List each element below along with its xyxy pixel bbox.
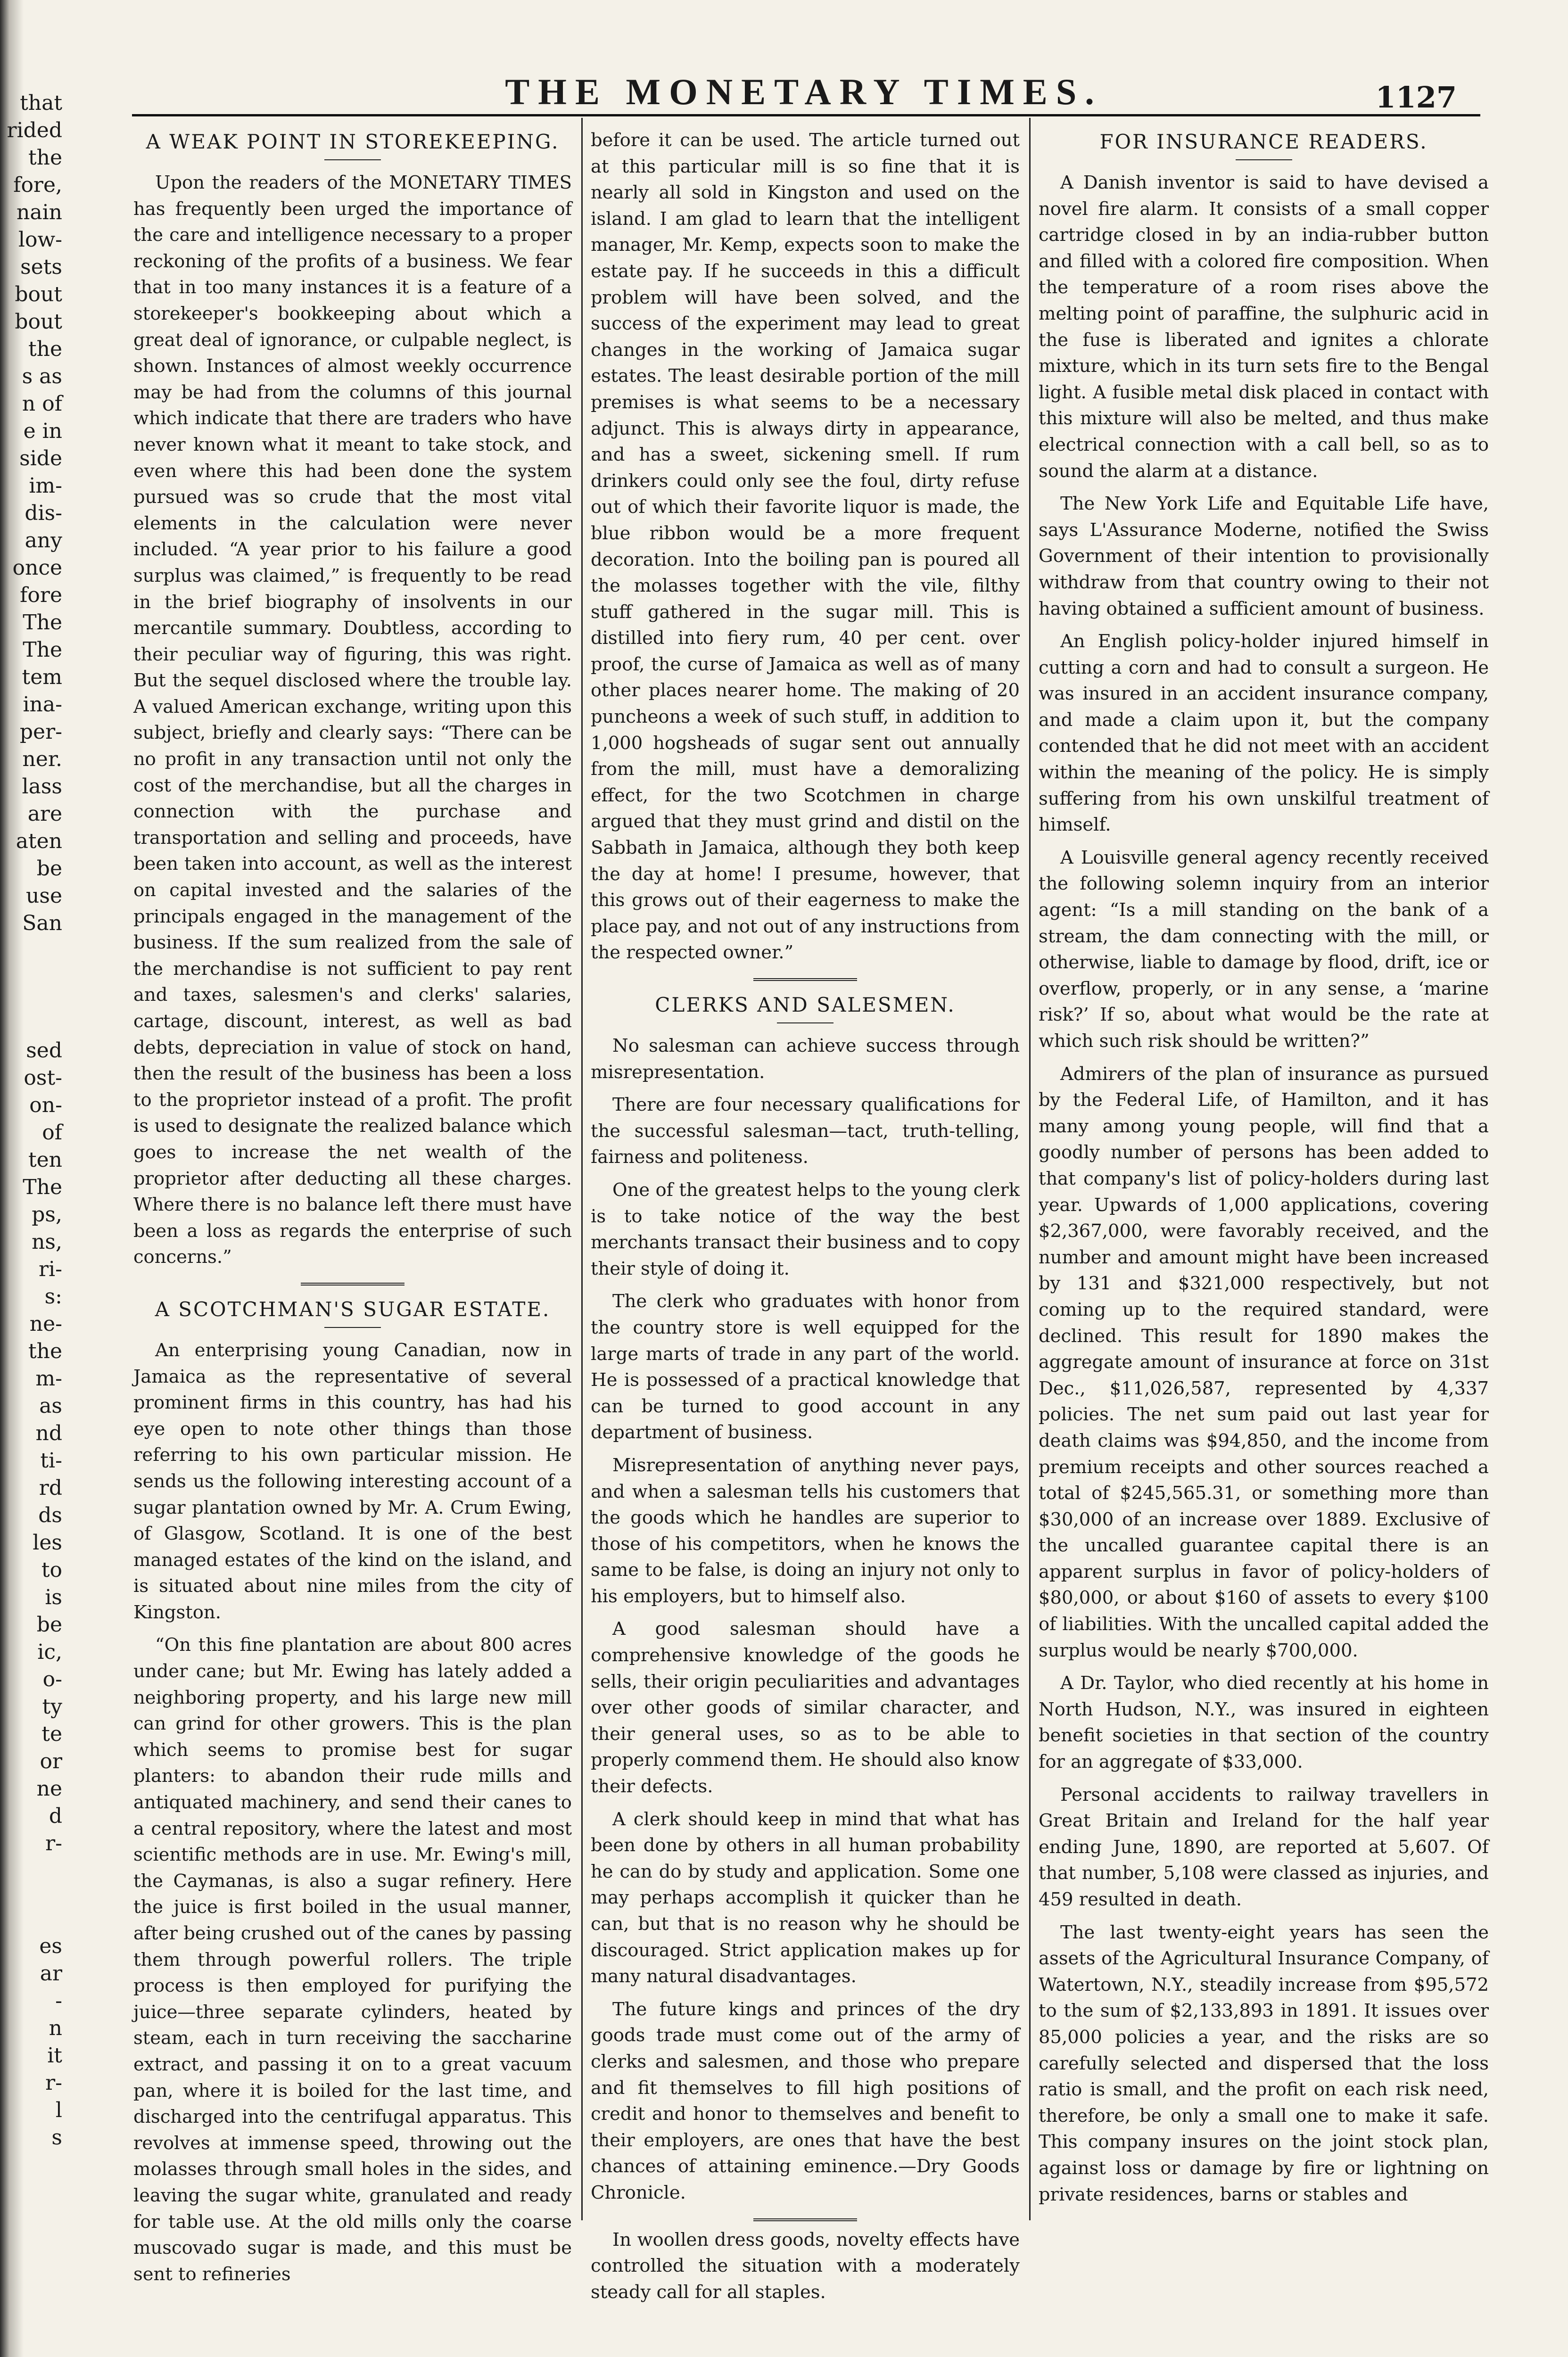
edge-fragment: ti- [40, 1449, 62, 1473]
edge-fragment: s [51, 2126, 62, 2150]
edge-fragment: im- [29, 474, 62, 498]
edge-fragment: the [28, 1339, 62, 1363]
article-paragraph: Misrepresentation of anything never pays, and when a salesman tells his customers that the goods which he handles are superior to those of his competitors, when he knows the same to be false, is doing an injury not only to his employers, but to himself also. [591, 1454, 1020, 1607]
edge-fragment: ner. [22, 747, 62, 771]
edge-fragment: use [26, 884, 62, 908]
edge-fragment: m- [35, 1367, 62, 1391]
edge-fragment: ar [40, 1961, 62, 1986]
article-paragraph: A Dr. Taylor, who died recently at his home in North Hudson, N.Y., was insured in eighteen benefit societies in that section of the country for an aggregate of $33,000. [1039, 1673, 1489, 1773]
article-paragraph: “On this fine plantation are about 800 acres under cane; but Mr. Ewing has lately added a neighboring property, and his large new mill can grind for other growers. This is the plan which seems to promise best for sugar planters: to abandon their rude mills and antiquated machinery, and send their canes to a central repository, where the latest and most scientific methods are in use. Mr. Ewing's mill, the Caymanas, is also a sugar refinery. Here the juice is first boiled in the usual manner, after being crushed out of the canes by passing them through powerful rollers. The triple process is then employed for purifying the juice—three separate cylinders, heated by steam, each in turn receiving the saccharine extract, and passing it on to a great vacuum pan, where it is boiled for the last time, and discharged into the centrifugal apparatus. This revolves at immense speed, throwing out the molasses through small holes in the sides, and leaving the sugar white, granulated and ready for table use. At the old mills only the coarse muscovado sugar is made, and this must be sent to refineries [133, 1634, 572, 2285]
article-heading: FOR INSURANCE READERS. [1099, 130, 1428, 153]
column-1 [133, 127, 572, 2285]
column-2 [591, 127, 1020, 2303]
article-heading: CLERKS AND SALESMEN. [655, 993, 956, 1016]
edge-fragment: s: [44, 1285, 62, 1309]
edge-fragment: sets [20, 255, 62, 279]
edge-fragment: dis- [25, 501, 62, 525]
article-paragraph: A good salesman should have a comprehensive knowledge of the goods he sells, their origin peculiarities and advantages over other goods of similar character, and their general uses, so as to be able to properly commend them. He should also know their defects. [591, 1618, 1020, 1797]
edge-fragment: is [45, 1585, 62, 1609]
article-heading: A WEAK POINT IN STOREKEEPING. [146, 130, 560, 153]
edge-fragment: per- [19, 720, 62, 744]
edge-fragment: r- [45, 1831, 62, 1855]
article-paragraph: before it can be used. The article turned out at this particular mill is so fine that it is nearly all sold in Kingston and used on the island. I am glad to learn that the intelligent manager, Mr. Kemp, expects soon to make the estate pay. If he succeeds in this a difficult problem will have been solved, and the success of the experiment may lead to great changes in the working of Jamaica sugar estates. The least desirable portion of the mill premises is what seems to be a necessary adjunct. This is always dirty in appearance, and has a sweet, sickening smell. If rum drinkers could only see the foul, dirty refuse out of which their favorite liquor is made, the blue ribbon would be a more frequent decoration. Into the boiling pan is poured all the molasses together with the vile, filthy stuff gathered in the sugar mill. This is distilled into fiery rum, 40 per cent. over proof, the curse of Jamaica as well as of many other places nearer home. The making of 20 puncheons a week of such stuff, in addition to 1,000 hogsheads of sugar sent out annually from the mill, must have a demoralizing effect, for the two Scotchmen in charge argued that they must grind and distil on the Sabbath in Jamaica, although they both keep the day at home! I presume, however, that this grows out of their eagerness to make the place pay, and not out of any instructions from the respected owner.” [591, 130, 1020, 964]
column-3 [1039, 127, 1489, 2230]
masthead-rule [132, 114, 1480, 116]
edge-fragment: nd [35, 1421, 62, 1445]
edge-fragment: ds [38, 1503, 62, 1527]
edge-fragment: es [39, 1934, 62, 1958]
page-number: 1127 [1375, 80, 1457, 115]
edge-fragment: that [20, 91, 62, 115]
edge-fragment: or [40, 1749, 62, 1773]
edge-fragment: fore, [13, 173, 62, 197]
edge-fragment: ne [36, 1777, 62, 1801]
edge-fragment: be [36, 857, 62, 881]
column-divider [581, 118, 583, 2220]
edge-fragment: The [23, 1175, 62, 1199]
edge-fragment: sed [26, 1038, 62, 1063]
edge-fragment: nain [17, 200, 62, 224]
article-paragraph: One of the greatest helps to the young clerk is to take notice of the way the best merchants transact their business and to copy their style of doing it. [591, 1179, 1020, 1279]
article-paragraph: The last twenty-eight years has seen the assets of the Agricultural Insurance Company, of Watertown, N.Y., steadily increase from $95,572 to the sum of $2,133,893 in 1891. It issues over 85,000 policies a year, and the risks are so carefully selected and dispersed that the loss ratio is small, and the profit on each risk need, therefore, be only a small one to make it safe. This company insures on the joint stock plan, against loss or damage by fire or lightning on private residences, barns or stables and [1039, 1921, 1489, 2205]
edge-fragment: r- [45, 2071, 62, 2095]
edge-fragment: les [33, 1531, 62, 1555]
edge-fragment: the [28, 337, 62, 361]
heading-rule [324, 159, 381, 160]
edge-fragment: ns, [32, 1230, 62, 1254]
section-separator [753, 978, 857, 982]
edge-fragment: ne- [29, 1312, 62, 1336]
article-paragraph: The future kings and princes of the dry goods trade must come out of the army of clerks and salesmen, and those who prepare and fit themselves to fill high positions of credit and honor to themselves and benefit to their employers, are ones that have the best chances of attaining eminence.—Dry Goods Chronicle. [591, 1998, 1020, 2203]
edge-fragment: San [22, 911, 62, 935]
edge-fragment: any [25, 528, 62, 552]
section-separator [753, 2218, 857, 2222]
edge-fragment: o- [42, 1667, 62, 1691]
edge-fragment: ty [42, 1695, 62, 1719]
section-separator [301, 1283, 404, 1286]
article-heading: A SCOTCHMAN'S SUGAR ESTATE. [155, 1297, 551, 1321]
publication-title: THE MONETARY TIMES. [505, 71, 1103, 112]
edge-fragment: The [23, 610, 62, 635]
article-paragraph: A Louisville general agency recently received the following solemn inquiry from an interior agent: “Is a mill standing on the bank of a stream, the dam connecting with the mill, or otherwise, liable to damage by flood, drift, ice or overflow, properly, or in any sense, a ‘marine risk?’ If so, about what would be the rate at which such risk should be written?” [1039, 847, 1489, 1052]
edge-fragment: ri- [39, 1257, 62, 1281]
article-paragraph: The New York Life and Equitable Life have, says L'Assurance Moderne, notified the Swiss Government of their intention to provisionally withdraw from that country owing to their not having obtained a sufficient amount of business. [1039, 493, 1489, 619]
edge-fragment: - [55, 1989, 62, 2013]
edge-fragment: once [12, 556, 62, 580]
edge-fragment: ten [28, 1148, 62, 1172]
edge-fragment: e in [23, 419, 62, 443]
article-paragraph: A Danish inventor is said to have devised a novel fire alarm. It consists of a small copper cartridge closed in by an india-rubber button and filled with a colored fire composition. When the temperature of a room rises above the melting point of paraffine, the sulphuric acid in the fuse is liberated and ignites a chlorate mixture, which in its turn sets fire to the Bengal light. A fusible metal disk placed in contact with this mixture will also be melted, and thus make electrical connection with a call bell, so as to sound the alarm at a distance. [1039, 172, 1489, 482]
edge-fragment: n [49, 2016, 62, 2040]
edge-fragment: bout [15, 282, 62, 306]
edge-fragment: ps, [32, 1203, 62, 1227]
edge-fragment: s as [22, 364, 62, 388]
edge-fragment: of [42, 1121, 62, 1145]
article-paragraph: Upon the readers of the MONETARY TIMES has frequently been urged the importance of the care and intelligence necessary to a proper reckoning of the profits of a business. We fear that in too many instances it is a feature of a storekeeper's bookkeeping about which a great deal of ignorance, or culpable neglect, is shown. Instances of almost weekly occurrence may be had from the columns of this journal which indicate that there are traders who have never known what it meant to take stock, and even where this had been done the system pursued was so crude that the most vital elements in the calculation were never included. “A year prior to his failure a good surplus was claimed,” is frequently to be read in the brief biography of insolvents in our mercantile summary. Doubtless, according to their peculiar way of figuring, this was right. But the sequel disclosed where the trouble lay. A valued American exchange, writing upon this subject, briefly and clearly says: “There can be no profit in any transaction until not only the cost of the merchandise, but all the charges in connection with the purchase and transportation and selling and proceeds, have been taken into account, as well as the interest on capital invested and the salaries of the principals engaged in the management of the business. If the sum realized from the sale of the merchandise is not sufficient to pay rent and taxes, salesmen's and clerks' salaries, cartage, discount, interest, as well as bad debts, depreciation in value of stock on hand, then the result of the business has been a loss to the proprietor instead of a profit. The profit is used to designate the realized balance which goes to increase the net wealth of the proprietor after deducting all these charges. Where there is no balance left there must have been a loss as regards the enterprise of such concerns.” [133, 172, 572, 1268]
edge-fragment: as [39, 1394, 62, 1418]
edge-fragment: fore [20, 583, 62, 607]
article-paragraph: An English policy-holder injured himself in cutting a corn and had to consult a surgeon. He was insured in an accident insurance company, and made a claim upon it, but the company contended that he did not meet with an accident within the meaning of the policy. He is simply suffering from his own unskilful treatment of himself. [1039, 631, 1489, 836]
heading-rule [324, 1327, 381, 1328]
edge-fragment: ina- [23, 692, 62, 717]
edge-fragment: te [41, 1722, 62, 1746]
article-paragraph: Admirers of the plan of insurance as pursued by the Federal Life, of Hamilton, and it has many among young people, will find that a goodly number of persons has been added to that company's list of policy-holders during last year. Upwards of 1,000 applications, covering $2,367,000, were favorably received, and the number and amount might have been increased by 131 and $321,000 respectively, but not coming up to the required standard, were declined. This result for 1890 makes the aggregate amount of insurance at force on 31st Dec., $11,026,587, represented by 4,337 policies. The net sum paid out last year for death claims was $94,850, and the income from premium receipts and other sources reached a total of $245,565.31, or something more than $30,000 of an increase over 1889. Exclusive of the uncalled guarantee capital there is an apparent surplus in favor of policy-holders of $80,000, or about $160 of assets to every $100 of liabilities. With the uncalled capital added the surplus would be nearly $700,000. [1039, 1063, 1489, 1661]
column-divider [1029, 118, 1031, 2220]
edge-fragment: ic, [37, 1640, 62, 1664]
edge-fragment: n of [22, 392, 62, 416]
edge-fragment: l [55, 2098, 62, 2122]
adjacent-page-edge [0, 0, 66, 2357]
masthead [132, 71, 1476, 113]
article-paragraph: An enterprising young Canadian, now in Jamaica as the representative of several prominent firms in this country, has had his eye open to note other things than those referring to his own particular mission. He sends us the following interesting account of a sugar plantation owned by Mr. A. Crum Ewing, of Glasgow, Scotland. It is one of the best managed estates of the kind on the island, and is situated about nine miles from the city of Kingston. [133, 1339, 572, 1623]
edge-fragment: The [23, 638, 62, 662]
edge-fragment: lass [22, 775, 62, 799]
edge-fragment: it [47, 2044, 62, 2068]
edge-fragment: d [49, 1804, 62, 1828]
edge-fragment: the [28, 146, 62, 170]
edge-fragment: be [36, 1613, 62, 1637]
article-paragraph: A clerk should keep in mind that what has been done by others in all human probability he can do by study and application. Some one may perhaps accomplish it quicker than he can, but that is no reason why he should be discouraged. Strict application makes up for many natural disadvantages. [591, 1808, 1020, 1987]
article-paragraph: The clerk who graduates with honor from the country store is well equipped for the large marts of trade in any part of the world. He is possessed of a practical knowledge that can be turned to good account in any department of business. [591, 1291, 1020, 1443]
edge-fragment: are [27, 802, 62, 826]
edge-fragment: to [41, 1558, 62, 1582]
heading-rule [1236, 159, 1292, 160]
edge-fragment: low- [18, 228, 62, 252]
article-paragraph: In woollen dress goods, novelty effects have controlled the situation with a moderately steady call for all staples. [591, 2229, 1020, 2303]
edge-fragment: side [19, 446, 62, 470]
edge-fragment: bout [15, 310, 62, 334]
edge-fragment: on- [29, 1093, 62, 1117]
article-paragraph: No salesman can achieve success through misrepresentation. [591, 1035, 1020, 1083]
edge-fragment: ost- [24, 1066, 62, 1090]
edge-fragment: rided [7, 118, 62, 142]
edge-fragment: tem [22, 665, 62, 689]
article-paragraph: There are four necessary qualifications for the successful salesman—tact, truth-telling, fairness and politeness. [591, 1094, 1020, 1168]
edge-fragment: rd [39, 1476, 62, 1500]
article-paragraph: Personal accidents to railway travellers in Great Britain and Ireland for the half year ending June, 1890, are reported at 5,607. Of that number, 5,108 were classed as injuries, and 459 resulted in death. [1039, 1784, 1489, 1910]
heading-rule [777, 1022, 834, 1023]
edge-fragment: aten [16, 829, 62, 853]
